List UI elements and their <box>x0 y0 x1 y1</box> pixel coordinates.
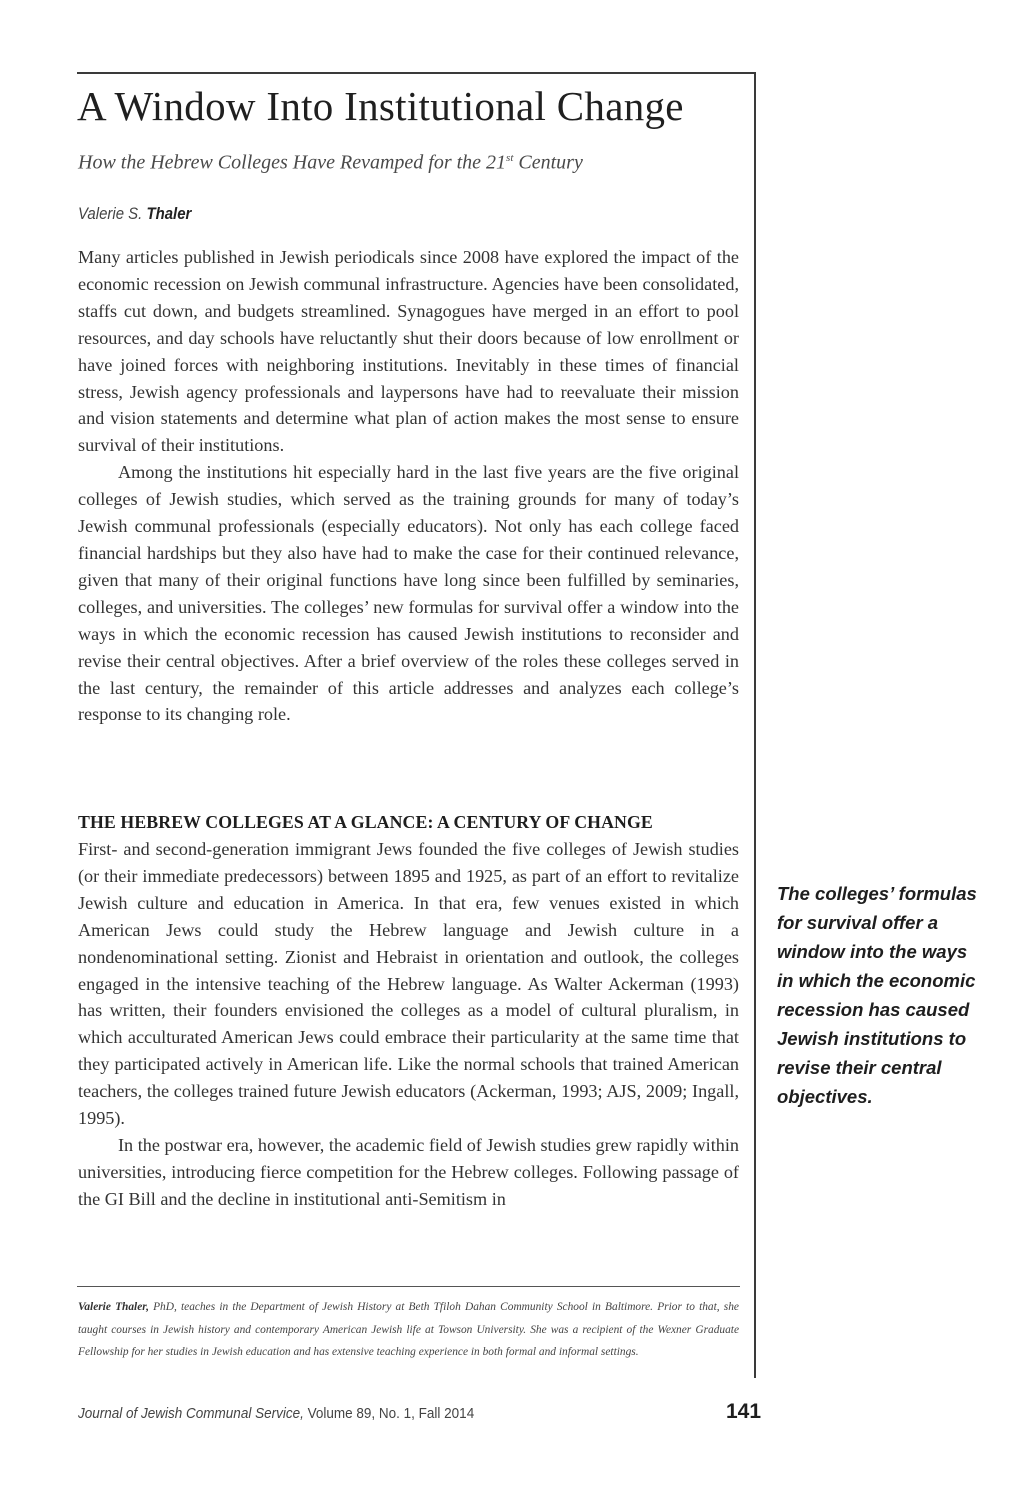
intro-text <box>78 244 739 728</box>
pull-quote: The colleges’ formulas for survival offer a window into the ways in which the economic recession has caused Jewish institutions to revise their central objectives. <box>777 883 977 1107</box>
footnote-rule <box>77 1286 740 1287</box>
section-heading: THE HEBREW COLLEGES AT A GLANCE: A CENTURY OF CHANGE <box>78 812 653 832</box>
author-last-name: Thaler <box>146 204 192 223</box>
footnote-author-name: Valerie Thaler, <box>78 1301 149 1313</box>
side-rule <box>754 72 756 1378</box>
section-text <box>78 836 739 1213</box>
footnote-text: PhD, teaches in the Department of Jewish History at Beth Tfiloh Dahan Community School in Baltimore. Prior to that, she taught courses in Jewish history and contemporary American Jewish life at Towson University. She was a recipient of the Wexner Graduate Fellowship for her studies in Jewish education and has extensive teaching experience in both formal and informal settings. <box>78 1301 739 1358</box>
author-first-name: Valerie S. <box>78 204 147 223</box>
journal-citation <box>78 1405 474 1422</box>
subtitle-text: How the Hebrew Colleges Have Revamped for the 21 <box>78 151 507 174</box>
page-number: 141 <box>726 1400 762 1423</box>
subtitle-superscript: st <box>506 152 514 164</box>
journal-details: Volume 89, No. 1, Fall 2014 <box>303 1405 475 1422</box>
article-title: A Window Into Institutional Change <box>77 83 684 129</box>
author-byline <box>78 204 191 224</box>
subtitle-end: Century <box>513 151 583 174</box>
paragraph-1: Many articles published in Jewish periodicals since 2008 have explored the impact of the economic recession on Jewish communal infrastructure. Agencies have been consolidated, staffs cut down, and budgets streamlined. Synagogues have merged in an effort to pool resources, and day schools have reluctantly shut their doors because of low enrollment or have joined forces with neighboring institutions. Inevitably in these times of financial stress, Jewish agency professionals and laypersons have had to reevaluate their mission and vision statements and determine what plan of action makes the most sense to ensure survival of their institutions. <box>78 247 739 456</box>
paragraph-2: Among the institutions hit especially hard in the last five years are the five original colleges of Jewish studies, which served as the training grounds for many of today’s Jewish communal professionals (especially educators). Not only has each college faced financial hardships but they also have had to make the case for their continued relevance, given that many of their original functions have long since been fulfilled by seminaries, colleges, and universities. The colleges’ new formulas for survival offer a window into the ways in which the economic recession has caused Jewish institutions to reconsider and revise their central objectives. After a brief overview of the roles these colleges served in the last century, the remainder of this article addresses and analyzes each college’s response to its changing role. <box>78 462 739 725</box>
paragraph-4: In the postwar era, however, the academic field of Jewish studies grew rapidly within universities, introducing fierce competition for the Hebrew colleges. Following passage of the GI Bill and the decline in institutional anti-Semitism in <box>78 1134 739 1209</box>
journal-name: Journal of Jewish Communal Service, <box>78 1405 304 1422</box>
author-footnote <box>78 1296 739 1364</box>
top-rule <box>77 72 756 74</box>
article-subtitle <box>78 144 748 177</box>
paragraph-3: First- and second-generation immigrant Jews founded the five colleges of Jewish studies (or their immediate predecessors) between 1895 and 1925, as part of an effort to revitalize Jewish culture and education in America. In that era, few venues existed in which American Jews could study the Hebrew language and Jewish culture in a nondenominational setting. Zionist and Hebraist in orientation and outlook, the colleges engaged in the intensive teaching of the Hebrew language. As Walter Ackerman (1993) has written, their founders envisioned the colleges as a model of cultural pluralism, in which acculturated American Jews could embrace their particularity at the same time that they participated actively in American life. Like the normal schools that trained American teachers, the colleges trained future Jewish educators (Ackerman, 1993; AJS, 2009; Ingall, 1995). <box>78 839 739 1129</box>
